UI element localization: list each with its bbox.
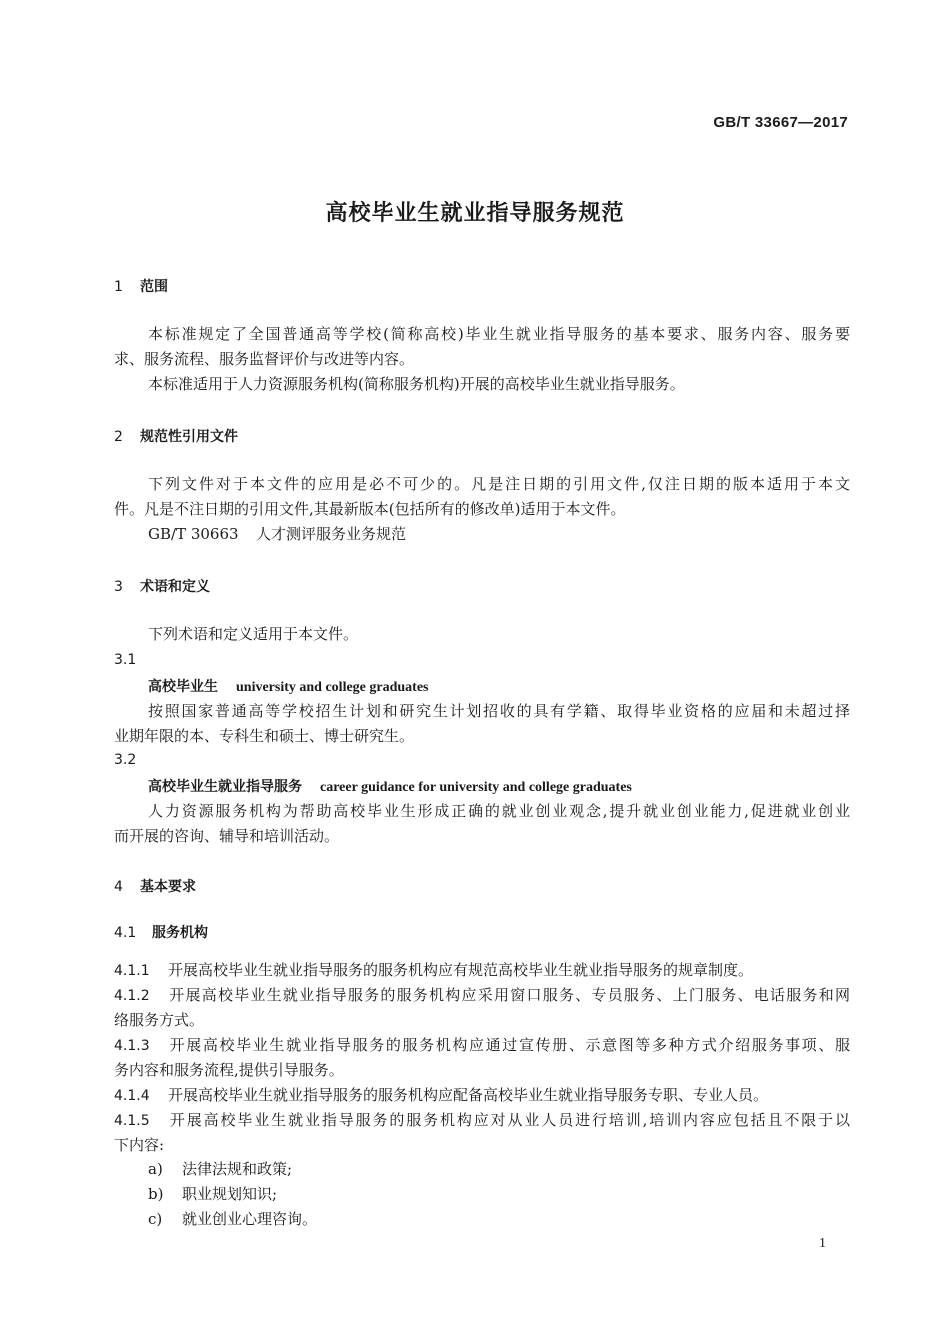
list-text: 就业创业心理咨询。 [182, 1210, 318, 1228]
subsection-4-1-heading [114, 922, 850, 942]
clause [114, 1083, 850, 1109]
section-title: 术语和定义 [140, 579, 210, 595]
clause-text: 开展高校毕业生就业指导服务的服务机构应通过宣传册、示意图等多种方式介绍服务事项、服 [168, 1036, 850, 1054]
section-number: 4 [114, 879, 123, 895]
document-title: 高校毕业生就业指导服务规范 [325, 201, 625, 226]
clause-continuation: 下内容: [114, 1136, 165, 1154]
list-text: 法律法规和政策; [182, 1160, 293, 1178]
section-number: 2 [114, 429, 123, 445]
document-body [114, 0, 850, 1344]
term-chinese: 高校毕业生就业指导服务 [148, 779, 302, 795]
list-item [114, 1183, 884, 1204]
list-item [114, 1158, 884, 1179]
term-number: 3.2 [114, 752, 137, 768]
clause-number: 4.1.3 [114, 1038, 150, 1054]
standard-code: GB/T 33667—2017 [713, 114, 848, 131]
term-english: career guidance for university and college graduates [320, 780, 632, 795]
clause [114, 958, 850, 984]
paragraph-continuation: 求、服务流程、服务监督评价与改进等内容。 [114, 350, 415, 368]
section-2-heading [114, 426, 850, 446]
paragraph-continuation: 件。凡是不注日期的引用文件,其最新版本(包括所有的修改单)适用于本文件。 [114, 500, 626, 518]
paragraph: 下列术语和定义适用于本文件。 [148, 625, 359, 643]
list-label: c) [148, 1210, 163, 1228]
section-title: 基本要求 [140, 879, 196, 895]
term-definition: 人力资源服务机构为帮助高校毕业生形成正确的就业创业观念,提升就业创业能力,促进就业创业 [148, 802, 850, 820]
clause [114, 983, 850, 1009]
list-label: a) [148, 1160, 163, 1178]
clause-number: 4.1.5 [114, 1113, 150, 1129]
clause [114, 1033, 850, 1059]
list-label: b) [148, 1185, 164, 1203]
term-chinese: 高校毕业生 [148, 679, 218, 695]
term-english: university and college graduates [236, 680, 429, 695]
subsection-number: 4.1 [114, 925, 137, 941]
page-number: 1 [819, 1236, 826, 1251]
clause-text: 开展高校毕业生就业指导服务的服务机构应采用窗口服务、专员服务、上门服务、电话服务和网 [168, 986, 850, 1004]
clause-text: 开展高校毕业生就业指导服务的服务机构应有规范高校毕业生就业指导服务的规章制度。 [168, 961, 754, 979]
clause-text: 开展高校毕业生就业指导服务的服务机构应对从业人员进行培训,培训内容应包括且不限于以 [168, 1111, 850, 1129]
clause [114, 1108, 850, 1134]
term-number: 3.1 [114, 652, 137, 668]
term-definition-continuation: 业期年限的本、专科生和硕士、博士研究生。 [114, 727, 415, 745]
clause-number: 4.1.1 [114, 963, 150, 979]
clause-continuation: 络服务方式。 [114, 1011, 205, 1029]
list-text: 职业规划知识; [182, 1185, 278, 1203]
clause-continuation: 务内容和服务流程,提供引导服务。 [114, 1061, 344, 1079]
term-definition-continuation: 而开展的咨询、辅导和培训活动。 [114, 827, 340, 845]
paragraph: 本标准规定了全国普通高等学校(简称高校)毕业生就业指导服务的基本要求、服务内容、服务要 [148, 325, 850, 343]
section-1-heading [114, 276, 850, 296]
section-title: 范围 [140, 279, 168, 295]
section-number: 1 [114, 279, 123, 295]
section-title: 规范性引用文件 [140, 429, 238, 445]
clause-number: 4.1.4 [114, 1088, 150, 1104]
reference-title: 人才测评服务业务规范 [256, 525, 407, 543]
section-3-heading [114, 576, 850, 596]
term-entry [114, 676, 850, 696]
reference-code: GB/T 30663 [148, 525, 239, 543]
section-4-heading [114, 876, 850, 896]
paragraph: 下列文件对于本文件的应用是必不可少的。凡是注日期的引用文件,仅注日期的版本适用于本文 [148, 475, 850, 493]
clause-text: 开展高校毕业生就业指导服务的服务机构应配备高校毕业生就业指导服务专职、专业人员。 [168, 1086, 769, 1104]
normative-reference [114, 522, 850, 547]
term-entry [114, 776, 850, 796]
list-item [114, 1208, 884, 1229]
term-definition: 按照国家普通高等学校招生计划和研究生计划招收的具有学籍、取得毕业资格的应届和未超过择 [148, 702, 850, 720]
paragraph: 本标准适用于人力资源服务机构(简称服务机构)开展的高校毕业生就业指导服务。 [148, 375, 685, 393]
clause-number: 4.1.2 [114, 988, 150, 1004]
section-number: 3 [114, 579, 123, 595]
subsection-title: 服务机构 [152, 925, 208, 941]
